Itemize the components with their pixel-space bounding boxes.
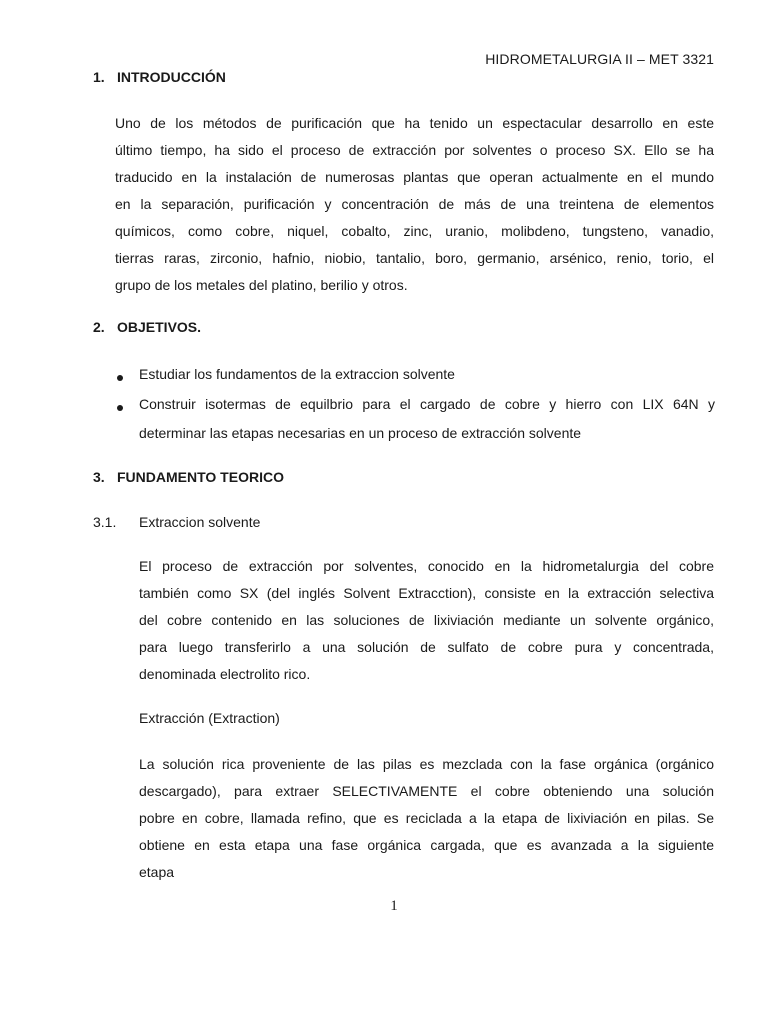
section-title: OBJETIVOS.: [117, 319, 202, 335]
section-number: 2.: [93, 319, 105, 335]
subsection-number: 3.1.: [93, 514, 117, 530]
list-item: [115, 366, 715, 390]
section-heading-objetivos: [93, 319, 201, 335]
text-line: descargado), para extraer SELECTIVAMENTE el cobre obteniendo una solución: [139, 783, 714, 799]
text-line: en la separación, purificación y concentración de más de una treintena de elementos: [115, 196, 714, 212]
text-line: Uno de los métodos de purificación que ha tenido un espectacular desarrollo en este: [115, 115, 714, 131]
text-line: determinar las etapas necesarias en un proceso de extracción solvente: [139, 425, 582, 441]
text-line: tierras raras, zirconio, hafnio, niobio, tantalio, boro, germanio, arsénico, renio, torio, el: [115, 250, 714, 266]
page-number: 1: [390, 898, 398, 914]
subsection-title: Extraccion solvente: [139, 514, 261, 530]
section-title: FUNDAMENTO TEORICO: [117, 469, 284, 485]
bullet-text: Estudiar los fundamentos de la extraccion solvente: [139, 366, 455, 382]
list-item: [115, 396, 715, 449]
text-line: también como SX (del inglés Solvent Extracction), consiste en la extracción selectiva: [139, 585, 714, 601]
extraction-heading: Extracción (Extraction): [139, 710, 280, 726]
bullet-icon: [117, 405, 123, 411]
extraction-paragraph: [139, 751, 714, 886]
bullet-text: [139, 396, 715, 449]
section-heading-fundamento: [93, 469, 284, 485]
intro-paragraph: [115, 110, 714, 299]
text-line: del cobre contenido en las soluciones de lixiviación mediante un solvente orgánico,: [139, 612, 714, 628]
text-line: traducido en la instalación de numerosas plantas que operan actualmente en el mundo: [115, 169, 714, 185]
text-line: grupo de los metales del platino, berilio y otros.: [115, 277, 408, 293]
text-line: último tiempo, ha sido el proceso de extracción por solventes o proceso SX. Ello se ha: [115, 142, 714, 158]
text-line: La solución rica proveniente de las pilas es mezclada con la fase orgánica (orgánico: [139, 756, 714, 772]
bullet-icon: [117, 375, 123, 381]
text-line: para luego transferirlo a una solución de sulfato de cobre pura y concentrada,: [139, 639, 714, 655]
text-line: pobre en cobre, llamada refino, que es reciclada a la etapa de lixiviación en pilas. Se: [139, 810, 714, 826]
text-line: obtiene en esta etapa una fase orgánica cargada, que es avanzada a la siguiente: [139, 837, 714, 853]
text-line: El proceso de extracción por solventes, conocido en la hidrometalurgia del cobre: [139, 558, 714, 574]
text-line: etapa: [139, 864, 175, 880]
sx-paragraph: [139, 553, 714, 688]
objectives-list: [115, 366, 715, 449]
text-line: denominada electrolito rico.: [139, 666, 311, 682]
section-title: INTRODUCCIÓN: [117, 69, 226, 85]
section-heading-intro: [93, 69, 226, 85]
text-line: químicos, como cobre, niquel, cobalto, zinc, uranio, molibdeno, tungsteno, vanadio,: [115, 223, 714, 239]
section-number: 3.: [93, 469, 105, 485]
running-header: HIDROMETALURGIA II – MET 3321: [485, 51, 714, 67]
text-line: Construir isotermas de equilbrio para el cargado de cobre y hierro con LIX 64N y: [139, 396, 715, 412]
section-number: 1.: [93, 69, 105, 85]
subsection-heading: [93, 514, 260, 530]
